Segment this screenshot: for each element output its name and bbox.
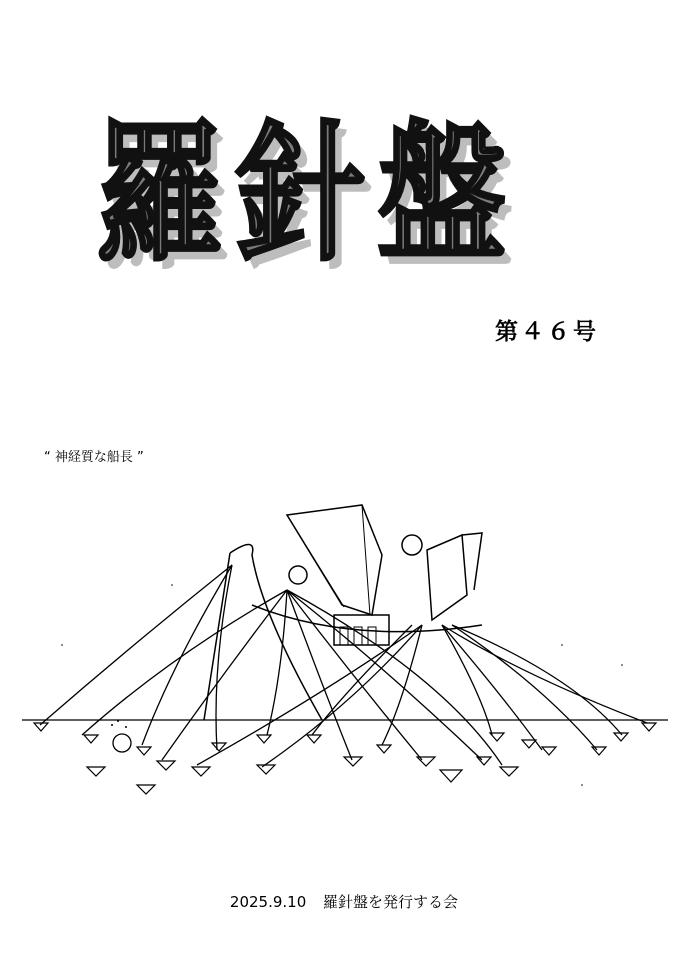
footer — [0, 891, 688, 912]
magazine-title: 羅針盤 — [95, 108, 519, 282]
illustration-caption: “ 神経質な船長 ” — [44, 450, 144, 465]
ship-illustration — [22, 495, 668, 825]
publisher-name: 羅針盤を発行する会 — [323, 893, 459, 911]
publication-date: 2025.9.10 — [229, 893, 307, 911]
issue-number: 第４６号 — [495, 319, 599, 345]
